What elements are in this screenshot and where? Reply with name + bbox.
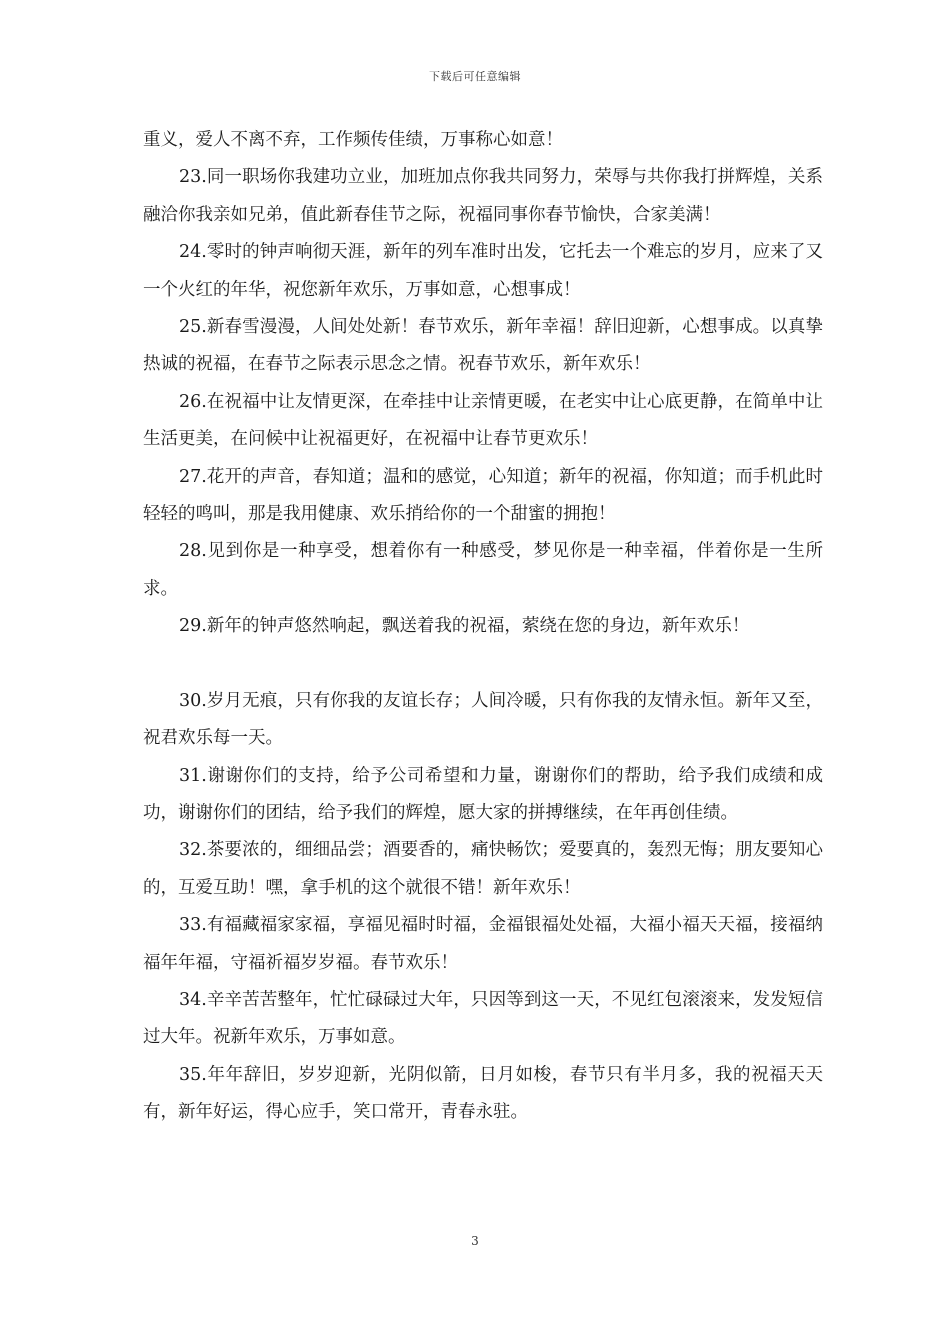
paragraph: 24.零时的钟声响彻天涯，新年的列车准时出发，它托去一个难忘的岁月，应来了又一个火红的年华，祝您新年欢乐，万事如意，心想事成！ bbox=[143, 242, 823, 300]
page-header: 下载后可任意编辑 bbox=[429, 70, 521, 83]
paragraph: 35.年年辞旧，岁岁迎新，光阴似箭，日月如梭，春节只有半月多，我的祝福天天有，新年好运，得心应手，笑口常开，青春永驻。 bbox=[143, 1064, 823, 1123]
paragraph: 26.在祝福中让友情更深，在牵挂中让亲情更暖，在老实中让心底更静，在简单中让生活更美，在问候中让祝福更好，在祝福中让春节更欢乐！ bbox=[143, 391, 823, 450]
paragraph: 23.同一职场你我建功立业，加班加点你我共同努力，荣辱与共你我打拼辉煌，关系融洽你我亲如兄弟，值此新春佳节之际，祝福同事你春节愉快，合家美满！ bbox=[143, 167, 823, 225]
paragraph: 重义，爱人不离不弃，工作频传佳绩，万事称心如意！ bbox=[143, 130, 563, 150]
paragraph: 25.新春雪漫漫，人间处处新！春节欢乐，新年幸福！辞旧迎新，心想事成。以真挚热诚的祝福，在春节之际表示思念之情。祝春节欢乐，新年欢乐！ bbox=[143, 317, 823, 375]
paragraph: 34.辛辛苦苦整年，忙忙碌碌过大年，只因等到这一天，不见红包滚滚来，发发短信过大年。祝新年欢乐，万事如意。 bbox=[143, 989, 823, 1048]
paragraph: 30.岁月无痕，只有你我的友谊长存；人间冷暖，只有你我的友情永恒。新年又至，祝君欢乐每一天。 bbox=[143, 690, 823, 749]
paragraph: 32.茶要浓的，细细品尝；酒要香的，痛快畅饮；爱要真的，轰烈无悔；朋友要知心的，互爱互助！嘿，拿手机的这个就很不错！新年欢乐！ bbox=[143, 840, 823, 898]
document-body bbox=[143, 122, 823, 1132]
page-number: 3 bbox=[471, 1234, 479, 1248]
paragraph: 31.谢谢你们的支持，给予公司希望和力量，谢谢你们的帮助，给予我们成绩和成功，谢谢你们的团结，给予我们的辉煌，愿大家的拼搏继续，在年再创佳绩。 bbox=[143, 765, 823, 823]
paragraph: 29.新年的钟声悠然响起，飘送着我的祝福，萦绕在您的身边，新年欢乐！ bbox=[179, 616, 750, 637]
paragraph-spacer bbox=[143, 646, 823, 683]
paragraph: 33.有福藏福家家福，享福见福时时福，金福银福处处福，大福小福天天福，接福纳福年年福，守福祈福岁岁福。春节欢乐！ bbox=[143, 915, 823, 973]
paragraph: 27.花开的声音，春知道；温和的感觉，心知道；新年的祝福，你知道；而手机此时轻轻的鸣叫，那是我用健康、欢乐捎给你的一个甜蜜的拥抱！ bbox=[143, 466, 823, 525]
paragraph: 28.见到你是一种享受，想着你有一种感受，梦见你是一种幸福，伴着你是一生所求。 bbox=[143, 541, 823, 599]
